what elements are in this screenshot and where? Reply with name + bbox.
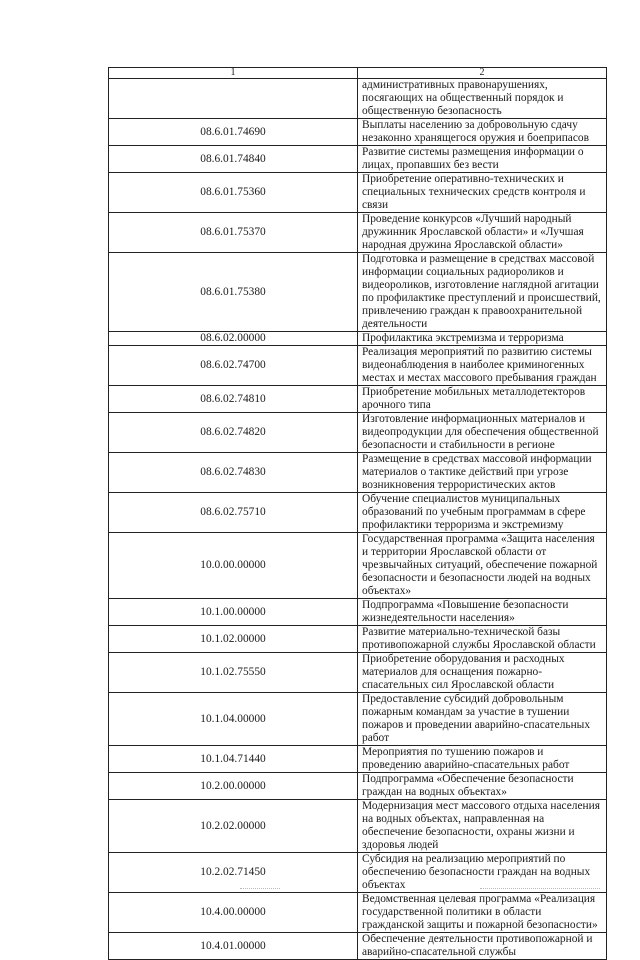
budget-code-cell: 10.1.02.00000: [109, 626, 358, 653]
item-name-cell: административных правонарушениях, посягающих на общественный порядок и общественную безопасность: [358, 79, 607, 119]
table-body: [109, 79, 607, 960]
budget-code-cell: 08.6.01.75370: [109, 213, 358, 253]
budget-code-cell: 08.6.01.75380: [109, 253, 358, 332]
budget-code-cell: 08.6.01.75360: [109, 173, 358, 213]
budget-code-cell: 08.6.02.75710: [109, 493, 358, 533]
item-name-cell: Развитие системы размещения информации о лицах, пропавших без вести: [358, 146, 607, 173]
item-name-cell: Приобретение оперативно-технических и специальных технических средств контроля и связи: [358, 173, 607, 213]
item-name-cell: Мероприятия по тушению пожаров и проведению аварийно-спасательных работ: [358, 746, 607, 773]
table-row: [109, 933, 607, 960]
item-name-cell: Подпрограмма «Повышение безопасности жизнедеятельности населения»: [358, 599, 607, 626]
item-name-cell: Выплаты населению за добровольную сдачу незаконно хранящегося оружия и боеприпасов: [358, 119, 607, 146]
budget-code-cell: 08.6.02.74700: [109, 346, 358, 386]
item-name-cell: Обучение специалистов муниципальных образований по учебным программам в сфере профилактики терроризма и экстремизму: [358, 493, 607, 533]
table-row: [109, 746, 607, 773]
budget-code-cell: 08.6.02.74820: [109, 413, 358, 453]
table-row: [109, 599, 607, 626]
item-name-cell: Подготовка и размещение в средствах массовой информации социальных радиороликов и видеороликов, изготовление наглядной агитации по профилактике преступлений и происшествий, привлечению граждан к правоохранительной деятельности: [358, 253, 607, 332]
table-row: [109, 346, 607, 386]
budget-code-cell: 10.2.02.71450: [109, 853, 358, 893]
item-name-cell: Приобретение оборудования и расходных материалов для оснащения пожарно-спасательных сил Ярославской области: [358, 653, 607, 693]
item-name-cell: Профилактика экстремизма и терроризма: [358, 332, 607, 346]
budget-code-cell: 08.6.02.74810: [109, 386, 358, 413]
table-row: [109, 253, 607, 332]
item-name-cell: Модернизация мест массового отдыха населения на водных объектах, направленная на обеспечение безопасности, охраны жизни и здоровья людей: [358, 800, 607, 853]
table-row: [109, 773, 607, 800]
item-name-cell: Подпрограмма «Обеспечение безопасности граждан на водных объектах»: [358, 773, 607, 800]
budget-code-cell: 10.2.00.00000: [109, 773, 358, 800]
budget-code-cell: 10.2.02.00000: [109, 800, 358, 853]
scan-artifact: [240, 888, 280, 890]
table-row: [109, 453, 607, 493]
table-row: [109, 213, 607, 253]
item-name-cell: Проведение конкурсов «Лучший народный дружинник Ярославской области» и «Лучшая народная дружина Ярославской области»: [358, 213, 607, 253]
column-header-code: 1: [109, 68, 358, 79]
table-row: [109, 119, 607, 146]
item-name-cell: Развитие материально-технической базы противопожарной службы Ярославской области: [358, 626, 607, 653]
budget-code-cell: 08.6.01.74840: [109, 146, 358, 173]
budget-code-cell: 10.4.01.00000: [109, 933, 358, 960]
table-row: [109, 853, 607, 893]
item-name-cell: Предоставление субсидий добровольным пожарным командам за участие в тушении пожаров и проведении аварийно-спасательных работ: [358, 693, 607, 746]
table-row: [109, 386, 607, 413]
table-row: [109, 626, 607, 653]
scan-artifact: [480, 888, 600, 890]
item-name-cell: Обеспечение деятельности противопожарной и аварийно-спасательной службы: [358, 933, 607, 960]
item-name-cell: Реализация мероприятий по развитию системы видеонаблюдения в наиболее криминогенных местах и местах массового пребывания граждан: [358, 346, 607, 386]
budget-code-cell: 08.6.02.74830: [109, 453, 358, 493]
item-name-cell: Ведомственная целевая программа «Реализация государственной политики в области гражданской защиты и пожарной безопасности»: [358, 893, 607, 933]
budget-code-cell: 10.1.00.00000: [109, 599, 358, 626]
item-name-cell: Государственная программа «Защита населения и территории Ярославской области от чрезвычайных ситуаций, обеспечение пожарной безопасности и безопасности людей на водных объектах»: [358, 533, 607, 599]
budget-code-table: [108, 67, 607, 960]
budget-code-cell: 10.1.02.75550: [109, 653, 358, 693]
budget-code-cell: 10.1.04.00000: [109, 693, 358, 746]
budget-code-cell: 08.6.01.74690: [109, 119, 358, 146]
item-name-cell: Размещение в средствах массовой информации материалов о тактике действий при угрозе возникновения террористических актов: [358, 453, 607, 493]
item-name-cell: Изготовление информационных материалов и видеопродукции для обеспечения общественной безопасности и стабильности в регионе: [358, 413, 607, 453]
table-row: [109, 79, 607, 119]
table-row: [109, 173, 607, 213]
column-header-name: 2: [358, 68, 607, 79]
table-row: [109, 800, 607, 853]
table-row: [109, 693, 607, 746]
budget-code-cell: 10.1.04.71440: [109, 746, 358, 773]
table-row: [109, 653, 607, 693]
table-row: [109, 493, 607, 533]
table-row: [109, 413, 607, 453]
table-row: [109, 893, 607, 933]
table-row: [109, 332, 607, 346]
budget-code-cell: 08.6.02.00000: [109, 332, 358, 346]
budget-code-cell: 10.0.00.00000: [109, 533, 358, 599]
budget-code-cell: 10.4.00.00000: [109, 893, 358, 933]
item-name-cell: Приобретение мобильных металлодетекторов арочного типа: [358, 386, 607, 413]
table-row: [109, 533, 607, 599]
table-row: [109, 146, 607, 173]
budget-code-cell: [109, 79, 358, 119]
item-name-cell: Субсидия на реализацию мероприятий по обеспечению безопасности граждан на водных объектах: [358, 853, 607, 893]
table-header-row: [109, 68, 607, 79]
